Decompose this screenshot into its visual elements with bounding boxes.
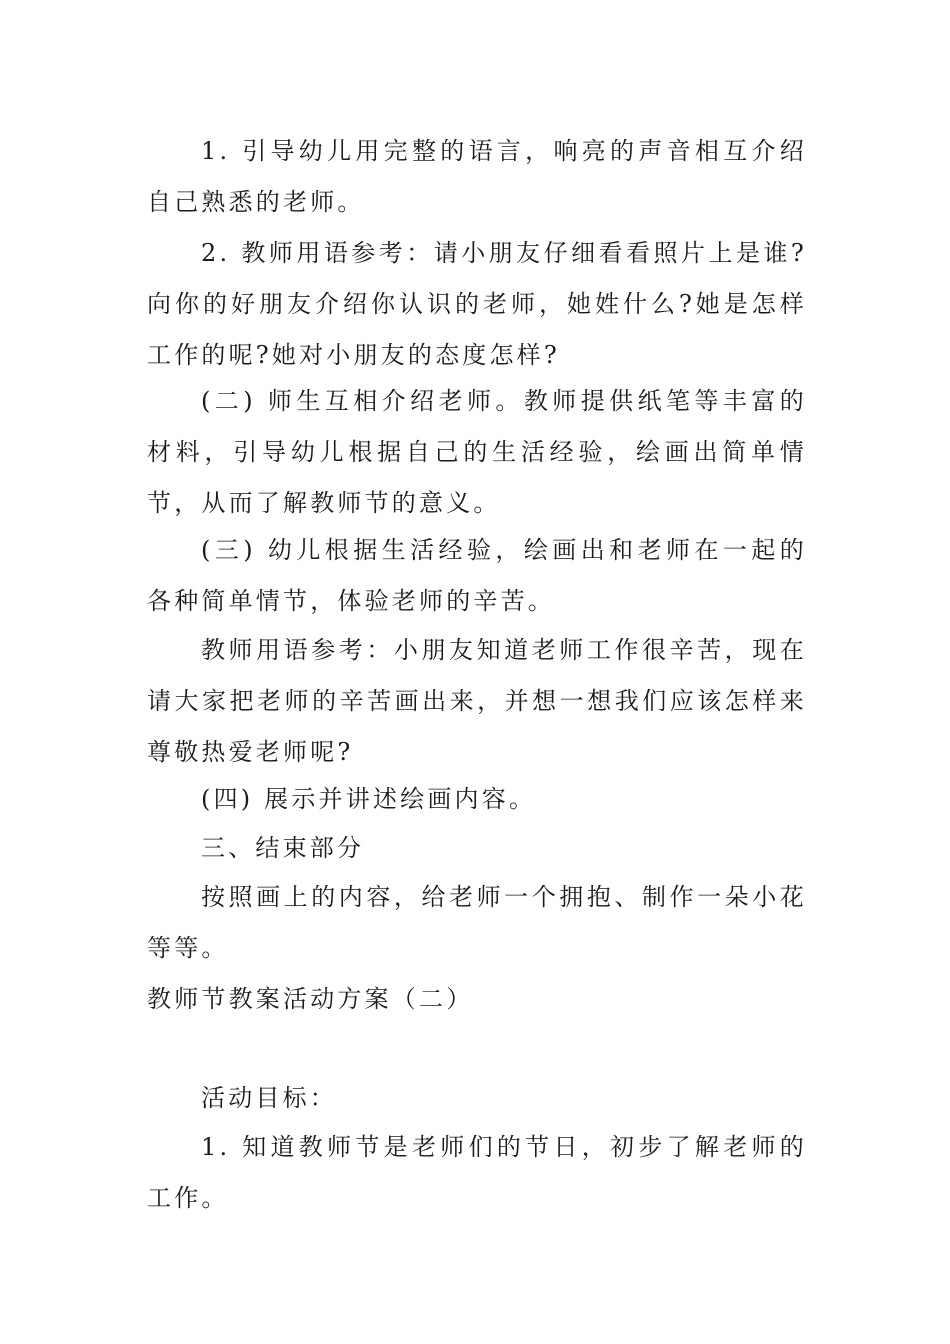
section-title: 教师节教案活动方案（二）	[147, 985, 474, 1013]
paragraph-5: 教师用语参考：小朋友知道老师工作很辛苦，现在请大家把老师的辛苦画出来，并想一想我们应该怎样来尊敬热爱老师呢?	[147, 636, 807, 766]
paragraph-4: (三) 幼儿根据生活经验，绘画出和老师在一起的各种简单情节，体验老师的辛苦。	[147, 536, 807, 615]
goal-item-1: 1. 知道教师节是老师们的节日，初步了解老师的工作。	[147, 1133, 807, 1212]
paragraph-2: 2. 教师用语参考：请小朋友仔细看看照片上是谁?向你的好朋友介绍你认识的老师，她姓什么?她是怎样工作的呢?她对小朋友的态度怎样?	[147, 239, 807, 369]
paragraph-1: 1. 引导幼儿用完整的语言，响亮的声音相互介绍自己熟悉的老师。	[147, 137, 807, 216]
goals-label: 活动目标：	[201, 1084, 337, 1112]
paragraph-6: (四) 展示并讲述绘画内容。	[201, 785, 537, 813]
paragraph-3: (二) 师生互相介绍老师。教师提供纸笔等丰富的材料，引导幼儿根据自己的生活经验，绘画出简单情节，从而了解教师节的意义。	[147, 387, 807, 517]
section-heading-end: 三、结束部分	[201, 834, 365, 862]
paragraph-7: 按照画上的内容，给老师一个拥抱、制作一朵小花等等。	[147, 883, 807, 962]
